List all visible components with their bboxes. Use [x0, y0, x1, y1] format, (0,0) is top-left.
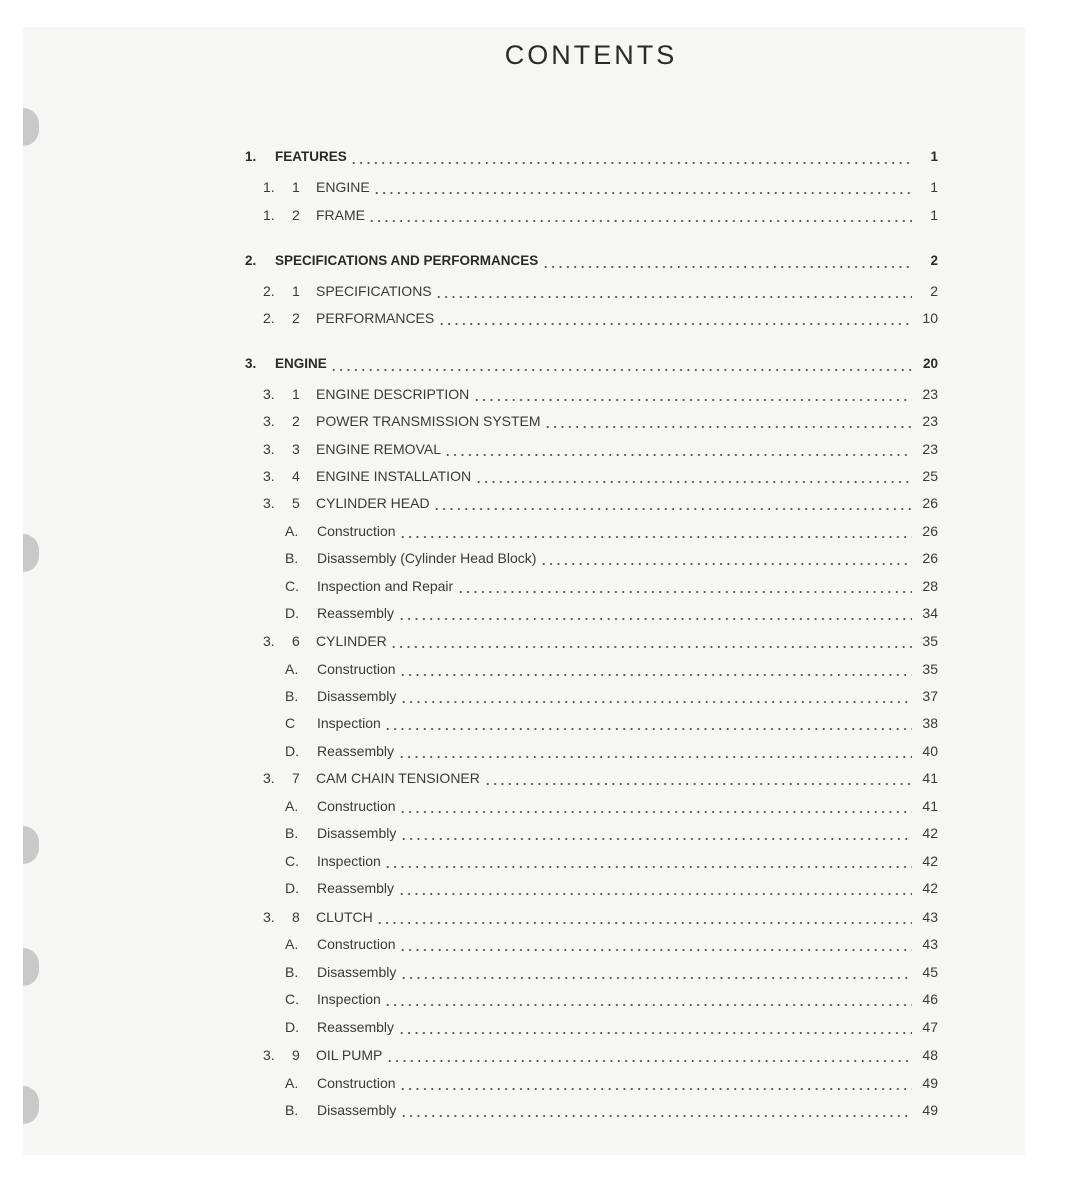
dot-leader — [399, 1073, 912, 1093]
toc-entry[interactable] — [0, 713, 1068, 733]
entry-page-number: 42 — [922, 853, 938, 869]
entry-page-number: 41 — [922, 798, 938, 814]
entry-title: SPECIFICATIONS AND PERFORMANCES — [275, 253, 539, 268]
toc-entry[interactable] — [0, 147, 1068, 167]
toc-entry[interactable] — [0, 576, 1068, 596]
entry-number: 1. — [263, 207, 275, 223]
entry-letter: A. — [285, 798, 299, 814]
entry-number: 2. — [263, 283, 275, 299]
entry-number: 2. — [245, 253, 257, 268]
dot-leader — [368, 205, 912, 225]
entry-page-number: 1 — [930, 149, 938, 164]
toc-entry[interactable] — [0, 548, 1068, 568]
entry-page-number: 1 — [930, 179, 938, 195]
entry-number: 3. — [263, 633, 275, 649]
entry-title: Reassembly — [317, 743, 395, 759]
entry-page-number: 23 — [922, 386, 938, 402]
entry-page-number: 34 — [922, 605, 938, 621]
toc-entry[interactable] — [0, 384, 1068, 404]
entry-title: Inspection — [317, 715, 381, 731]
entry-page-number: 49 — [922, 1075, 938, 1091]
dot-leader — [398, 741, 912, 761]
entry-title: ENGINE — [316, 179, 370, 195]
entry-page-number: 28 — [922, 578, 938, 594]
entry-letter: B. — [285, 550, 299, 566]
entry-page-number: 25 — [922, 468, 938, 484]
dot-leader — [399, 521, 912, 541]
entry-page-number: 43 — [922, 936, 938, 952]
entry-title: CYLINDER — [316, 633, 387, 649]
toc-entry[interactable] — [0, 521, 1068, 541]
entry-page-number: 38 — [922, 715, 938, 731]
toc-entry[interactable] — [0, 308, 1068, 328]
dot-leader — [540, 548, 912, 568]
entry-page-number: 26 — [922, 550, 938, 566]
entry-letter: A. — [285, 936, 299, 952]
dot-leader — [544, 411, 912, 431]
entry-page-number: 20 — [922, 356, 938, 371]
toc-entry[interactable] — [0, 354, 1068, 374]
entry-subnumber: 2 — [292, 413, 300, 429]
dot-leader — [444, 439, 912, 459]
entry-letter: C. — [285, 853, 299, 869]
toc-entry[interactable] — [0, 686, 1068, 706]
entry-title: SPECIFICATIONS — [316, 283, 432, 299]
toc-entry[interactable] — [0, 631, 1068, 651]
toc-entry[interactable] — [0, 878, 1068, 898]
entry-title: CAM CHAIN TENSIONER — [316, 770, 480, 786]
dot-leader — [398, 878, 912, 898]
dot-leader — [384, 989, 912, 1009]
toc-entry[interactable] — [0, 1017, 1068, 1037]
entry-number: 1. — [245, 149, 257, 164]
dot-leader — [400, 1100, 912, 1120]
entry-number: 1. — [263, 179, 275, 195]
entry-subnumber: 3 — [292, 441, 300, 457]
toc-entry[interactable] — [0, 411, 1068, 431]
entry-title: Construction — [317, 1075, 396, 1091]
dot-leader — [399, 659, 912, 679]
entry-letter: D. — [285, 605, 299, 621]
toc-entry[interactable] — [0, 205, 1068, 225]
dot-leader — [400, 686, 912, 706]
dot-leader — [330, 354, 912, 374]
entry-title: OIL PUMP — [316, 1047, 383, 1063]
entry-letter: A. — [285, 661, 299, 677]
entry-title: Construction — [317, 661, 396, 677]
entry-subnumber: 7 — [292, 770, 300, 786]
toc-entry[interactable] — [0, 466, 1068, 486]
entry-title: Disassembly — [317, 1102, 397, 1118]
toc-entry[interactable] — [0, 823, 1068, 843]
entry-number: 3. — [263, 386, 275, 402]
entry-page-number: 2 — [930, 283, 938, 299]
entry-subnumber: 2 — [292, 310, 300, 326]
toc-entry[interactable] — [0, 851, 1068, 871]
toc-entry[interactable] — [0, 741, 1068, 761]
entry-title: POWER TRANSMISSION SYSTEM — [316, 413, 541, 429]
entry-number: 3. — [263, 413, 275, 429]
dot-leader — [484, 768, 912, 788]
entry-subnumber: 5 — [292, 495, 300, 511]
entry-letter: A. — [285, 523, 299, 539]
entry-subnumber: 9 — [292, 1047, 300, 1063]
entry-title: Construction — [317, 936, 396, 952]
toc-entry[interactable] — [0, 1100, 1068, 1120]
entry-number: 2. — [263, 310, 275, 326]
dot-leader — [542, 251, 912, 271]
entry-title: CLUTCH — [316, 909, 373, 925]
entry-title: Disassembly — [317, 964, 397, 980]
toc-entry[interactable] — [0, 989, 1068, 1009]
entry-letter: D. — [285, 880, 299, 896]
dot-leader — [399, 796, 912, 816]
toc-entry[interactable] — [0, 281, 1068, 301]
entry-page-number: 40 — [922, 743, 938, 759]
entry-subnumber: 1 — [292, 283, 300, 299]
toc-entry[interactable] — [0, 1045, 1068, 1065]
dot-leader — [398, 603, 912, 623]
entry-page-number: 2 — [930, 253, 938, 268]
entry-page-number: 41 — [922, 770, 938, 786]
entry-title: CYLINDER HEAD — [316, 495, 430, 511]
entry-page-number: 47 — [922, 1019, 938, 1035]
entry-page-number: 48 — [922, 1047, 938, 1063]
entry-page-number: 1 — [930, 207, 938, 223]
entry-letter: A. — [285, 1075, 299, 1091]
entry-title: Inspection — [317, 853, 381, 869]
entry-subnumber: 1 — [292, 386, 300, 402]
dot-leader — [473, 384, 912, 404]
entry-letter: D. — [285, 1019, 299, 1035]
entry-page-number: 23 — [922, 413, 938, 429]
entry-number: 3. — [263, 441, 275, 457]
toc-entry[interactable] — [0, 251, 1068, 271]
entry-title: Disassembly (Cylinder Head Block) — [317, 550, 537, 566]
entry-page-number: 23 — [922, 441, 938, 457]
dot-leader — [400, 823, 912, 843]
entry-title: Disassembly — [317, 688, 397, 704]
entry-letter: C. — [285, 578, 299, 594]
entry-number: 3. — [245, 356, 257, 371]
entry-page-number: 37 — [922, 688, 938, 704]
entry-subnumber: 1 — [292, 179, 300, 195]
entry-page-number: 43 — [922, 909, 938, 925]
dot-leader — [373, 177, 912, 197]
entry-subnumber: 4 — [292, 468, 300, 484]
entry-title: Construction — [317, 523, 396, 539]
entry-page-number: 35 — [922, 661, 938, 677]
toc-entry[interactable] — [0, 177, 1068, 197]
dot-leader — [475, 466, 912, 486]
toc-entry[interactable] — [0, 493, 1068, 513]
toc-entry[interactable] — [0, 907, 1068, 927]
entry-page-number: 42 — [922, 825, 938, 841]
entry-title: Disassembly — [317, 825, 397, 841]
entry-number: 3. — [263, 468, 275, 484]
dot-leader — [400, 962, 912, 982]
dot-leader — [435, 281, 912, 301]
entry-page-number: 45 — [922, 964, 938, 980]
entry-number: 3. — [263, 1047, 275, 1063]
entry-letter: B. — [285, 964, 299, 980]
entry-title: Inspection — [317, 991, 381, 1007]
dot-leader — [438, 308, 912, 328]
dot-leader — [390, 631, 912, 651]
toc-entry[interactable] — [0, 962, 1068, 982]
entry-page-number: 49 — [922, 1102, 938, 1118]
entry-title: FRAME — [316, 207, 365, 223]
entry-title: ENGINE — [275, 356, 327, 371]
entry-letter: B. — [285, 1102, 299, 1118]
toc-entry[interactable] — [0, 659, 1068, 679]
entry-title: ENGINE REMOVAL — [316, 441, 441, 457]
dot-leader — [376, 907, 912, 927]
dot-leader — [457, 576, 912, 596]
entry-title: Reassembly — [317, 605, 395, 621]
entry-letter: C. — [285, 991, 299, 1007]
toc-entry[interactable] — [0, 796, 1068, 816]
page-title: CONTENTS — [504, 40, 678, 70]
dot-leader — [398, 1017, 912, 1037]
dot-leader — [384, 713, 912, 733]
dot-leader — [433, 493, 912, 513]
dot-leader — [350, 147, 912, 167]
entry-letter: D. — [285, 743, 299, 759]
toc-entry[interactable] — [0, 768, 1068, 788]
entry-title: Reassembly — [317, 880, 395, 896]
entry-title: ENGINE INSTALLATION — [316, 468, 472, 484]
entry-title: PERFORMANCES — [316, 310, 435, 326]
entry-page-number: 46 — [922, 991, 938, 1007]
toc-entry[interactable] — [0, 603, 1068, 623]
dot-leader — [399, 934, 912, 954]
entry-title: Inspection and Repair — [317, 578, 454, 594]
entry-letter: C — [285, 715, 296, 731]
dot-leader — [384, 851, 912, 871]
entry-title: Construction — [317, 798, 396, 814]
toc-entry[interactable] — [0, 439, 1068, 459]
entry-title: ENGINE DESCRIPTION — [316, 386, 470, 402]
entry-page-number: 10 — [922, 310, 938, 326]
entry-subnumber: 8 — [292, 909, 300, 925]
entry-number: 3. — [263, 495, 275, 511]
entry-number: 3. — [263, 770, 275, 786]
entry-subnumber: 2 — [292, 207, 300, 223]
entry-title: FEATURES — [275, 149, 347, 164]
entry-title: Reassembly — [317, 1019, 395, 1035]
toc-entry[interactable] — [0, 1073, 1068, 1093]
entry-number: 3. — [263, 909, 275, 925]
entry-subnumber: 6 — [292, 633, 300, 649]
toc-entry[interactable] — [0, 934, 1068, 954]
entry-page-number: 26 — [922, 523, 938, 539]
entry-page-number: 42 — [922, 880, 938, 896]
entry-letter: B. — [285, 688, 299, 704]
entry-letter: B. — [285, 825, 299, 841]
entry-page-number: 35 — [922, 633, 938, 649]
dot-leader — [386, 1045, 912, 1065]
entry-page-number: 26 — [922, 495, 938, 511]
